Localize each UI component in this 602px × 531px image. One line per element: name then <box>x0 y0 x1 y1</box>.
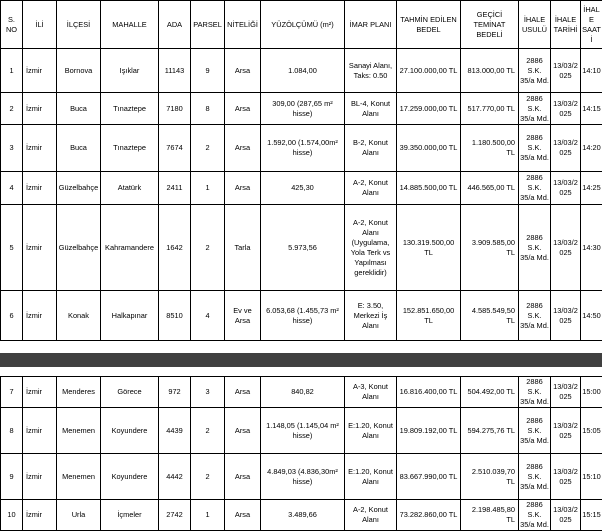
cell-mahalle: Işıklar <box>101 49 159 93</box>
cell-sno: 9 <box>1 454 23 500</box>
cell-il: İzmir <box>23 500 57 531</box>
cell-tarih: 13/03/2025 <box>551 93 581 125</box>
cell-imar: Sanayi Alanı, Taks: 0.50 <box>345 49 397 93</box>
cell-mahalle: Atatürk <box>101 172 159 205</box>
cell-imar: A-2, Konut Alanı (Uygulama, Yola Terk vs Yapılması gereklidir) <box>345 205 397 291</box>
cell-saat: 14:15 <box>581 93 602 125</box>
cell-bedel: 73.282.860,00 TL <box>397 500 461 531</box>
cell-bedel: 83.667.990,00 TL <box>397 454 461 500</box>
cell-yuzolcum: 1.084,00 <box>261 49 345 93</box>
cell-parsel: 2 <box>191 454 225 500</box>
cell-saat: 15:15 <box>581 500 602 531</box>
header-sno: S. NO <box>1 1 23 49</box>
cell-parsel: 3 <box>191 377 225 408</box>
cell-usul: 2886 S.K. 35/a Md. <box>519 205 551 291</box>
cell-mahalle: Koyundere <box>101 454 159 500</box>
cell-il: İzmir <box>23 49 57 93</box>
cell-imar: A-2, Konut Alanı <box>345 172 397 205</box>
cell-ilce: Menemen <box>57 408 101 454</box>
cell-bedel: 27.100.000,00 TL <box>397 49 461 93</box>
cell-yuzolcum: 840,82 <box>261 377 345 408</box>
cell-il: İzmir <box>23 454 57 500</box>
cell-il: İzmir <box>23 408 57 454</box>
cell-parsel: 2 <box>191 408 225 454</box>
cell-saat: 15:05 <box>581 408 602 454</box>
cell-bedel: 14.885.500,00 TL <box>397 172 461 205</box>
cell-usul: 2886 S.K. 35/a Md. <box>519 93 551 125</box>
cell-ilce: Menemen <box>57 454 101 500</box>
cell-ada: 7180 <box>159 93 191 125</box>
cell-yuzolcum: 309,00 (287,65 m² hisse) <box>261 93 345 125</box>
cell-teminat: 504.492,00 TL <box>461 377 519 408</box>
cell-sno: 8 <box>1 408 23 454</box>
cell-parsel: 8 <box>191 93 225 125</box>
cell-usul: 2886 S.K. 35/a Md. <box>519 500 551 531</box>
header-mahalle: MAHALLE <box>101 1 159 49</box>
cell-usul: 2886 S.K. 35/a Md. <box>519 125 551 172</box>
cell-saat: 14:50 <box>581 291 602 341</box>
cell-sno: 10 <box>1 500 23 531</box>
cell-ada: 8510 <box>159 291 191 341</box>
cell-tarih: 13/03/2025 <box>551 377 581 408</box>
cell-mahalle: Tınaztepe <box>101 125 159 172</box>
cell-bedel: 152.851.650,00 TL <box>397 291 461 341</box>
cell-ada: 2742 <box>159 500 191 531</box>
cell-mahalle: Görece <box>101 377 159 408</box>
cell-teminat: 517.770,00 TL <box>461 93 519 125</box>
cell-ada: 972 <box>159 377 191 408</box>
cell-imar: E: 3.50, Merkezi İş Alanı <box>345 291 397 341</box>
cell-bedel: 16.816.400,00 TL <box>397 377 461 408</box>
cell-nitelik: Ev ve Arsa <box>225 291 261 341</box>
cell-bedel: 19.809.192,00 TL <box>397 408 461 454</box>
cell-bedel: 17.259.000,00 TL <box>397 93 461 125</box>
cell-ilce: Buca <box>57 93 101 125</box>
table-row <box>1 377 602 408</box>
cell-ilce: Bornova <box>57 49 101 93</box>
cell-il: İzmir <box>23 93 57 125</box>
cell-parsel: 2 <box>191 205 225 291</box>
cell-saat: 14:10 <box>581 49 602 93</box>
cell-ilce: Menderes <box>57 377 101 408</box>
cell-tarih: 13/03/2025 <box>551 205 581 291</box>
table-row <box>1 408 602 454</box>
cell-il: İzmir <box>23 125 57 172</box>
cell-imar: A-3, Konut Alanı <box>345 377 397 408</box>
header-imar: İMAR PLANI <box>345 1 397 49</box>
cell-yuzolcum: 1.592,00 (1.574,00m² hisse) <box>261 125 345 172</box>
table-row <box>1 172 602 205</box>
header-usul: İHALE USULÜ <box>519 1 551 49</box>
header-nitelik: NİTELİĞİ <box>225 1 261 49</box>
cell-imar: A-2, Konut Alanı <box>345 500 397 531</box>
cell-yuzolcum: 425,30 <box>261 172 345 205</box>
cell-teminat: 446.565,00 TL <box>461 172 519 205</box>
cell-nitelik: Arsa <box>225 49 261 93</box>
cell-ada: 7674 <box>159 125 191 172</box>
cell-parsel: 1 <box>191 500 225 531</box>
cell-usul: 2886 S.K. 35/a Md. <box>519 377 551 408</box>
cell-parsel: 9 <box>191 49 225 93</box>
cell-tarih: 13/03/2025 <box>551 125 581 172</box>
cell-tarih: 13/03/2025 <box>551 49 581 93</box>
cell-parsel: 1 <box>191 172 225 205</box>
cell-sno: 7 <box>1 377 23 408</box>
cell-sno: 5 <box>1 205 23 291</box>
table-row <box>1 49 602 93</box>
cell-yuzolcum: 5.973,56 <box>261 205 345 291</box>
cell-imar: E:1.20, Konut Alanı <box>345 454 397 500</box>
cell-teminat: 594.275,76 TL <box>461 408 519 454</box>
cell-ilce: Buca <box>57 125 101 172</box>
tender-table-bottom <box>0 376 602 531</box>
table-row <box>1 93 602 125</box>
cell-yuzolcum: 6.053,68 (1.455,73 m² hisse) <box>261 291 345 341</box>
table-row <box>1 291 602 341</box>
cell-saat: 14:30 <box>581 205 602 291</box>
header-row <box>1 1 602 49</box>
cell-usul: 2886 S.K. 35/a Md. <box>519 291 551 341</box>
cell-ilce: Güzelbahçe <box>57 205 101 291</box>
header-teminat: GEÇİCİ TEMİNAT BEDELİ <box>461 1 519 49</box>
cell-yuzolcum: 4.849,03 (4.836,30m² hisse) <box>261 454 345 500</box>
cell-imar: B-2, Konut Alanı <box>345 125 397 172</box>
cell-teminat: 3.909.585,00 TL <box>461 205 519 291</box>
header-tarih: İHALE TARİHİ <box>551 1 581 49</box>
table-row <box>1 205 602 291</box>
cell-ada: 1642 <box>159 205 191 291</box>
cell-tarih: 13/03/2025 <box>551 291 581 341</box>
cell-tarih: 13/03/2025 <box>551 408 581 454</box>
header-parsel: PARSEL <box>191 1 225 49</box>
cell-ilce: Güzelbahçe <box>57 172 101 205</box>
cell-usul: 2886 S.K. 35/a Md. <box>519 172 551 205</box>
cell-sno: 1 <box>1 49 23 93</box>
cell-sno: 4 <box>1 172 23 205</box>
cell-usul: 2886 S.K. 35/a Md. <box>519 408 551 454</box>
cell-mahalle: Kahramandere <box>101 205 159 291</box>
cell-mahalle: Koyundere <box>101 408 159 454</box>
cell-nitelik: Arsa <box>225 93 261 125</box>
cell-usul: 2886 S.K. 35/a Md. <box>519 49 551 93</box>
cell-nitelik: Arsa <box>225 408 261 454</box>
header-saat: İHALE SAATİ <box>581 1 602 49</box>
cell-teminat: 2.198.485,80 TL <box>461 500 519 531</box>
cell-ilce: Konak <box>57 291 101 341</box>
header-ilce: İLÇESİ <box>57 1 101 49</box>
cell-teminat: 1.180.500,00 TL <box>461 125 519 172</box>
cell-usul: 2886 S.K. 35/a Md. <box>519 454 551 500</box>
cell-ada: 11143 <box>159 49 191 93</box>
cell-saat: 15:00 <box>581 377 602 408</box>
cell-parsel: 4 <box>191 291 225 341</box>
cell-il: İzmir <box>23 205 57 291</box>
cell-tarih: 13/03/2025 <box>551 500 581 531</box>
cell-sno: 2 <box>1 93 23 125</box>
cell-saat: 14:25 <box>581 172 602 205</box>
cell-mahalle: İçmeler <box>101 500 159 531</box>
cell-nitelik: Arsa <box>225 125 261 172</box>
header-il: İLİ <box>23 1 57 49</box>
header-ada: ADA <box>159 1 191 49</box>
cell-nitelik: Arsa <box>225 377 261 408</box>
cell-il: İzmir <box>23 377 57 408</box>
cell-saat: 15:10 <box>581 454 602 500</box>
cell-imar: BL-4, Konut Alanı <box>345 93 397 125</box>
cell-parsel: 2 <box>191 125 225 172</box>
cell-teminat: 4.585.549,50 TL <box>461 291 519 341</box>
cell-yuzolcum: 3.489,66 <box>261 500 345 531</box>
cell-sno: 3 <box>1 125 23 172</box>
cell-ada: 4442 <box>159 454 191 500</box>
cell-ilce: Urla <box>57 500 101 531</box>
cell-ada: 4439 <box>159 408 191 454</box>
cell-il: İzmir <box>23 291 57 341</box>
table-row <box>1 125 602 172</box>
cell-imar: E:1.20, Konut Alanı <box>345 408 397 454</box>
header-yuzolcum: YÜZÖLÇÜMÜ (m²) <box>261 1 345 49</box>
page-divider-band <box>0 353 602 367</box>
cell-nitelik: Arsa <box>225 454 261 500</box>
cell-bedel: 39.350.000,00 TL <box>397 125 461 172</box>
cell-nitelik: Arsa <box>225 500 261 531</box>
cell-yuzolcum: 1.148,05 (1.145,04 m² hisse) <box>261 408 345 454</box>
cell-bedel: 130.319.500,00 TL <box>397 205 461 291</box>
cell-tarih: 13/03/2025 <box>551 172 581 205</box>
cell-teminat: 813.000,00 TL <box>461 49 519 93</box>
cell-tarih: 13/03/2025 <box>551 454 581 500</box>
cell-mahalle: Halkapınar <box>101 291 159 341</box>
cell-sno: 6 <box>1 291 23 341</box>
header-bedel: TAHMİN EDİLEN BEDEL <box>397 1 461 49</box>
cell-nitelik: Arsa <box>225 172 261 205</box>
cell-ada: 2411 <box>159 172 191 205</box>
cell-teminat: 2.510.039,70 TL <box>461 454 519 500</box>
cell-saat: 14:20 <box>581 125 602 172</box>
table-row <box>1 454 602 500</box>
cell-mahalle: Tınaztepe <box>101 93 159 125</box>
cell-il: İzmir <box>23 172 57 205</box>
cell-nitelik: Tarla <box>225 205 261 291</box>
